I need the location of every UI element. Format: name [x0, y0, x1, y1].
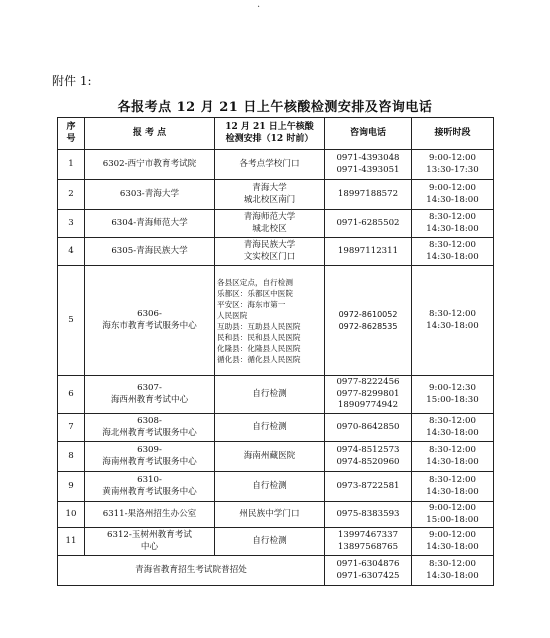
row-phone: 19897112311: [325, 238, 412, 266]
row-site: 6302-西宁市教育考试院: [85, 150, 215, 180]
row-arrangement: 青海师范大学 城北校区: [215, 210, 325, 238]
footer-hours: 8:30-12:00 14:30-18:00: [412, 556, 494, 586]
header-mark: ·: [257, 2, 261, 13]
row-seq: 5: [58, 266, 85, 376]
table-row: [58, 442, 494, 472]
table-row: [58, 376, 494, 414]
row-seq: 2: [58, 180, 85, 210]
row-seq: 1: [58, 150, 85, 180]
row-hours: 8:30-12:00 14:30-18:00: [412, 238, 494, 266]
row-hours: 9:00-12:30 15:00-18:30: [412, 376, 494, 414]
row-arrangement: 自行检测: [215, 528, 325, 556]
header-site: 报 考 点: [85, 118, 215, 150]
table-row: [58, 502, 494, 528]
table-row: [58, 266, 494, 376]
table-row: [58, 472, 494, 502]
header-seq: 序 号: [58, 118, 85, 150]
row-hours: 9:00-12:00 13:30-17:30: [412, 150, 494, 180]
row-hours: 8:30-12:00 14:30-18:00: [412, 472, 494, 502]
row-site: 6310- 黄南州教育考试服务中心: [85, 472, 215, 502]
row-phone: 0975-8383593: [325, 502, 412, 528]
row-phone: 0971-4393048 0971-4393051: [325, 150, 412, 180]
row-hours: 9:00-12:00 15:00-18:00: [412, 502, 494, 528]
row-phone: 0974-8512573 0974-8520960: [325, 442, 412, 472]
row-phone: 0973-8722581: [325, 472, 412, 502]
row-phone: 0977-8222456 0977-8299801 18909774942: [325, 376, 412, 414]
row-hours: 8:30-12:00 14:30-18:00: [412, 414, 494, 442]
footer-phone: 0971-6304876 0971-6307425: [325, 556, 412, 586]
row-site: 6312-玉树州教育考试 中心: [85, 528, 215, 556]
row-site: 6304-青海师范大学: [85, 210, 215, 238]
row-site: 6309- 海南州教育考试服务中心: [85, 442, 215, 472]
header-hours: 接听时段: [412, 118, 494, 150]
row-hours: 8:30-12:00 14:30-18:00: [412, 210, 494, 238]
footer-row: [58, 556, 494, 586]
row-arrangement: 青海民族大学 文实校区门口: [215, 238, 325, 266]
row-phone: 18997188572: [325, 180, 412, 210]
row-site: 6308- 海北州教育考试服务中心: [85, 414, 215, 442]
row-phone: 0971-6285502: [325, 210, 412, 238]
row-arrangement: 自行检测: [215, 414, 325, 442]
row-arrangement: 州民族中学门口: [215, 502, 325, 528]
row-hours: 9:00-12:00 14:30-18:00: [412, 528, 494, 556]
row-seq: 4: [58, 238, 85, 266]
row-arrangement: 各县区定点，自行检测 乐都区：乐都区中医院 平安区：海东市第一 人民医院 互助县：互助县人民医院 民和县：民和县人民医院 化隆县：化隆县人民医院 循化县：循化县人民医院: [215, 266, 325, 376]
row-site: 6305-青海民族大学: [85, 238, 215, 266]
table-row: [58, 180, 494, 210]
row-arrangement: 自行检测: [215, 376, 325, 414]
row-phone: 0970-8642850: [325, 414, 412, 442]
row-site: 6307- 海西州教育考试中心: [85, 376, 215, 414]
row-seq: 8: [58, 442, 85, 472]
schedule-table: [57, 117, 494, 586]
row-hours: 9:00-12:00 14:30-18:00: [412, 180, 494, 210]
row-seq: 11: [58, 528, 85, 556]
table-header-row: [58, 118, 494, 150]
attachment-label: 附件 1:: [52, 74, 92, 88]
row-seq: 6: [58, 376, 85, 414]
row-arrangement: 各考点学校门口: [215, 150, 325, 180]
row-site: 6303-青海大学: [85, 180, 215, 210]
row-arrangement: 青海大学 城北校区南门: [215, 180, 325, 210]
row-seq: 9: [58, 472, 85, 502]
row-arrangement: 海南州藏医院: [215, 442, 325, 472]
table-row: [58, 238, 494, 266]
row-seq: 3: [58, 210, 85, 238]
table-row: [58, 210, 494, 238]
footer-site: 青海省教育招生考试院普招处: [58, 556, 325, 586]
row-phone: 13997467337 13897568765: [325, 528, 412, 556]
table-row: [58, 528, 494, 556]
row-hours: 8:30-12:00 14:30-18:00: [412, 266, 494, 376]
header-arrangement: 12 月 21 日上午核酸 检测安排（12 时前）: [215, 118, 325, 150]
row-site: 6306- 海东市教育考试服务中心: [85, 266, 215, 376]
row-arrangement: 自行检测: [215, 472, 325, 502]
row-phone: 0972-8610052 0972-8628535: [325, 266, 412, 376]
row-seq: 10: [58, 502, 85, 528]
table-row: [58, 150, 494, 180]
header-phone: 咨询电话: [325, 118, 412, 150]
table-row: [58, 414, 494, 442]
row-seq: 7: [58, 414, 85, 442]
row-site: 6311-果洛州招生办公室: [85, 502, 215, 528]
row-hours: 8:30-12:00 14:30-18:00: [412, 442, 494, 472]
document-title: 各报考点 12 月 21 日上午核酸检测安排及咨询电话: [117, 100, 433, 115]
